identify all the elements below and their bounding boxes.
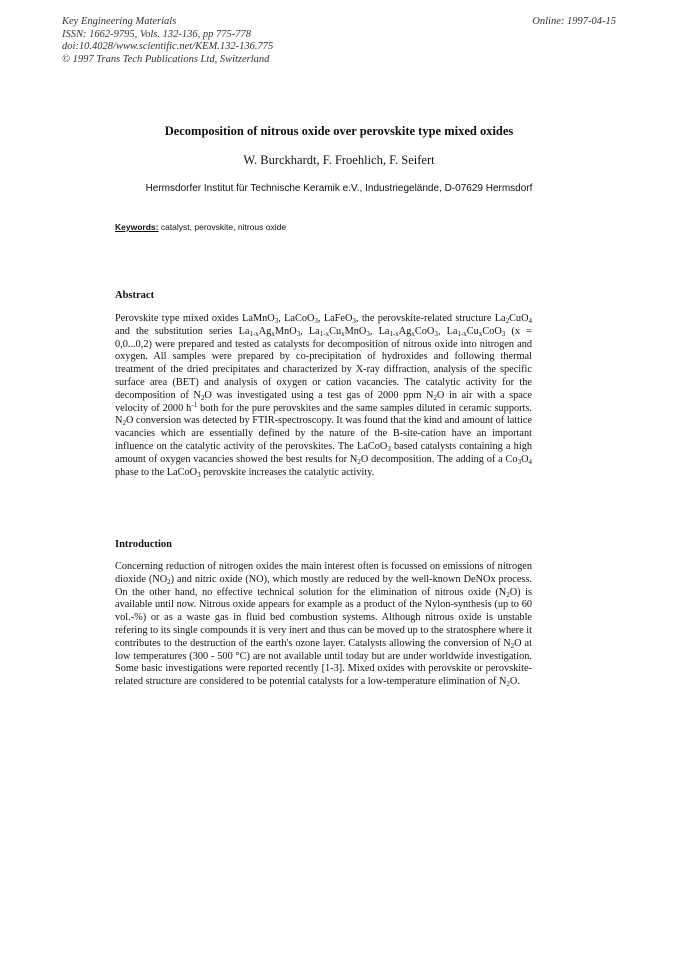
paper-authors: W. Burckhardt, F. Froehlich, F. Seifert	[243, 153, 435, 167]
keywords-label: Keywords:	[115, 222, 159, 232]
abstract-paragraph: Perovskite type mixed oxides LaMnO$_3$, LaCoO$_3$, LaFeO$_3$, the perovskite-related structure $La_2CuO_4$ and the substitution series $La_{1-x}Ag_xMnO_3$, $La_{1-x}Cu_xMnO_3$, $La_{1-x}Ag_xCoO_3$, $La_{1-x}Cu_xCoO_3$ (x = 0,0...0,2) were prepared and tested as catalysts for decomposition of nitrous oxide into nitrogen and oxygen. All samples were prepared by co-precipitation of hydroxides and following thermal treatment of the dried precipitates and characterized by X-ray diffraction, analysis of the specific surface area (BET) and analysis of oxygen or cation vacancies. The catalytic activity for the decomposition of $N_2O$ was investigated using a test gas of 2000 ppm $N_2O$ in air with a space velocity of 2000 $h^{-1}$ both for the pure perovskites and the same samples diluted in ceramic supports. $N_2O$ conversion was detected by FTIR-spectroscopy. It was found that the kind and amount of lattice vacancies which are essentially defined by the nature of the B-site-cation have an important influence on the catalytic activity of the perovskites. The LaCoO$_3$ based catalysts containing a high amount of oxygen vacancies showed the best results for $N_2O$ decomposition. The adding of a $Co_3O_4$ phase to the LaCoO$_3$ perovskite increases the catalytic activity.	[115, 313, 533, 479]
keywords-line	[115, 222, 286, 232]
copyright-line: © 1997 Trans Tech Publications Ltd, Switzerland	[62, 53, 270, 65]
online-date: Online: 1997-04-15	[532, 16, 616, 27]
journal-header	[62, 16, 273, 66]
keywords-text: catalyst, perovskite, nitrous oxide	[160, 222, 287, 232]
journal-name: Key Engineering Materials	[62, 16, 177, 27]
paper-affiliation: Hermsdorfer Institut für Technische Keramik e.V., Industriegelände, D-07629 Hermsdorf	[145, 183, 533, 194]
doi-line: doi:10.4028/www.scientific.net/KEM.132-136.775	[62, 41, 274, 52]
paper-title: Decomposition of nitrous oxide over perovskite type mixed oxides	[164, 124, 514, 138]
abstract-heading: Abstract	[115, 290, 155, 301]
introduction-paragraph: Concerning reduction of nitrogen oxides the main interest often is focussed on emissions of nitrogen dioxide $(NO_2)$ and nitric oxide (NO), which mostly are reduced by the well-known DeNOx process. On the other hand, no effective technical solution for the elimination of nitrous oxide $(N_2O)$ is available until now. Nitrous oxide appears for example as a product of the Nylon-synthesis (up to 60 vol.-%) or as a waste gas in fluid bed combustion systems. Although nitrous oxide is unstable refering to its single compounds it is very inert and thus can be moved up to the stratosphere where it contributes to the destruction of the earth's ozone layer. Catalysts allowing the conversion of $N_2O$ at low temperatures (300 - 500 °C) are not available until today but are under worldwide investigation. Some basic investigations were reported recently [1-3]. Mixed oxides with perovskite or perovskite-related structure are considered to be potential catalysts for a low-temperature elimination of $N_2O$.	[115, 561, 532, 689]
introduction-heading: Introduction	[115, 539, 172, 550]
issn-line: ISSN: 1662-9795, Vols. 132-136, pp 775-778	[62, 28, 251, 40]
